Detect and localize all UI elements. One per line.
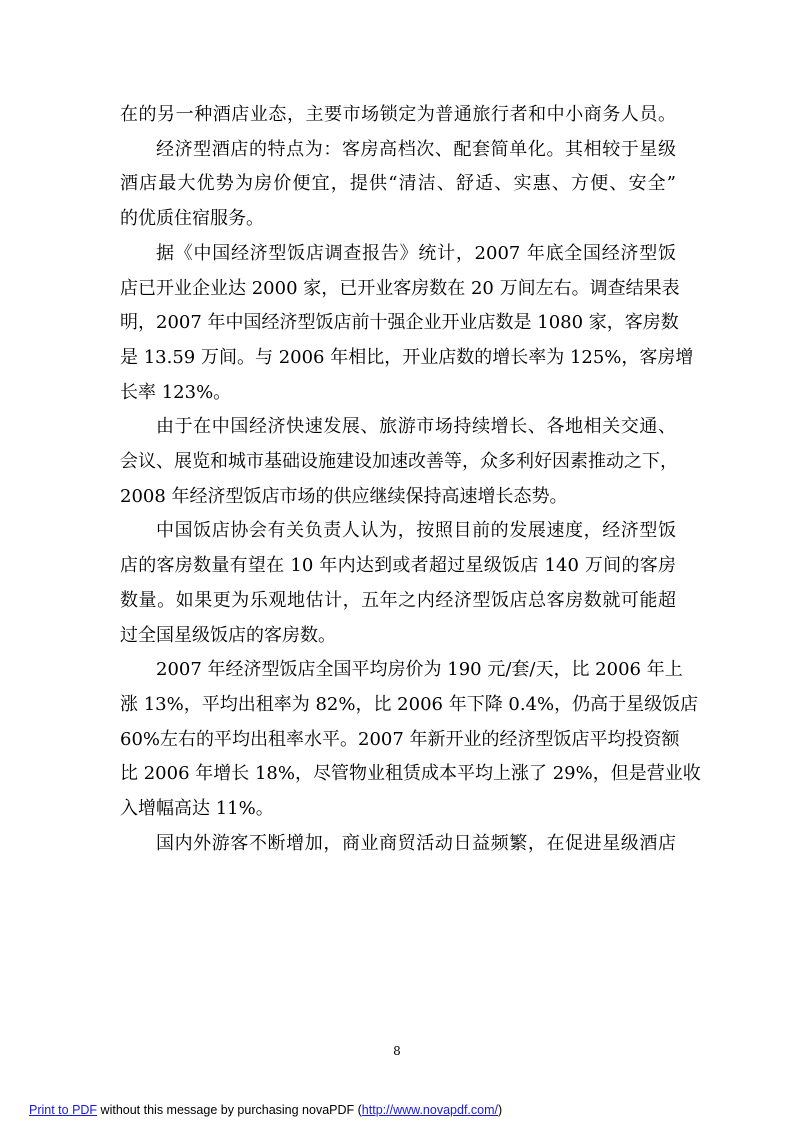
- footer-end-text: ): [497, 1103, 503, 1117]
- document-body: [120, 98, 701, 861]
- text-line: 过全国星级饭店的客房数。: [120, 624, 336, 646]
- text-line: 据《中国经济型饭店调查报告》统计，2007 年底全国经济型饭: [156, 242, 676, 264]
- paragraph: [120, 653, 701, 827]
- paragraph: [120, 133, 676, 237]
- text-line: 涨 13%，平均出租率为 82%，比 2006 年下降 0.4%，仍高于星级饭店: [120, 693, 699, 715]
- paragraph: [120, 514, 676, 653]
- page-number: 8: [393, 1044, 401, 1058]
- text-line: 酒店最大优势为房价便宜，提供“清洁、舒适、实惠、方便、安全”: [120, 173, 676, 195]
- text-line: 是 13.59 万间。与 2006 年相比，开业店数的增长率为 125%，客房增: [120, 346, 694, 368]
- paragraph: [120, 98, 676, 133]
- text-line: 2007 年经济型饭店全国平均房价为 190 元/套/天，比 2006 年上: [156, 659, 683, 681]
- paragraph: [120, 410, 676, 514]
- print-to-pdf-link[interactable]: Print to PDF: [29, 1103, 98, 1117]
- novapdf-footer: [29, 1103, 502, 1117]
- paragraph: [120, 827, 676, 862]
- novapdf-url-link[interactable]: http://www.novapdf.com/: [361, 1103, 498, 1117]
- text-line: 店已开业企业达 2000 家，已开业客房数在 20 万间左右。调查结果表: [120, 277, 680, 299]
- text-line: 长率 123%。: [120, 381, 232, 403]
- text-line: 入增幅高达 11%。: [120, 798, 274, 820]
- text-line: 国内外游客不断增加，商业商贸活动日益频繁，在促进星级酒店: [156, 832, 676, 854]
- text-line: 中国饭店协会有关负责人认为，按照目前的发展速度，经济型饭: [156, 520, 676, 542]
- text-line: 经济型酒店的特点为：客房高档次、配套简单化。其相较于星级: [156, 138, 676, 160]
- text-line: 60%左右的平均出租率水平。2007 年新开业的经济型饭店平均投资额: [120, 728, 680, 750]
- text-line: 在的另一种酒店业态，主要市场锁定为普通旅行者和中小商务人员。: [120, 104, 676, 125]
- text-line: 由于在中国经济快速发展、旅游市场持续增长、各地相关交通、: [156, 416, 676, 438]
- text-line: 的优质住宿服务。: [120, 208, 264, 230]
- text-line: 比 2006 年增长 18%，尽管物业租赁成本平均上涨了 29%，但是营业收: [120, 763, 701, 785]
- text-line: 会议、展览和城市基础设施建设加速改善等，众多利好因素推动之下，: [120, 451, 678, 473]
- text-line: 数量。如果更为乐观地估计，五年之内经济型饭店总客房数就可能超: [120, 589, 676, 611]
- text-line: 店的客房数量有望在 10 年内达到或者超过星级饭店 140 万间的客房: [120, 555, 676, 577]
- paragraph: [120, 237, 694, 411]
- text-line: 2008 年经济型饭店市场的供应继续保持高速增长态势。: [120, 485, 568, 507]
- footer-middle-text: without this message by purchasing novaPDF (: [97, 1103, 362, 1117]
- text-line: 明，2007 年中国经济型饭店前十强企业开业店数是 1080 家，客房数: [120, 312, 679, 334]
